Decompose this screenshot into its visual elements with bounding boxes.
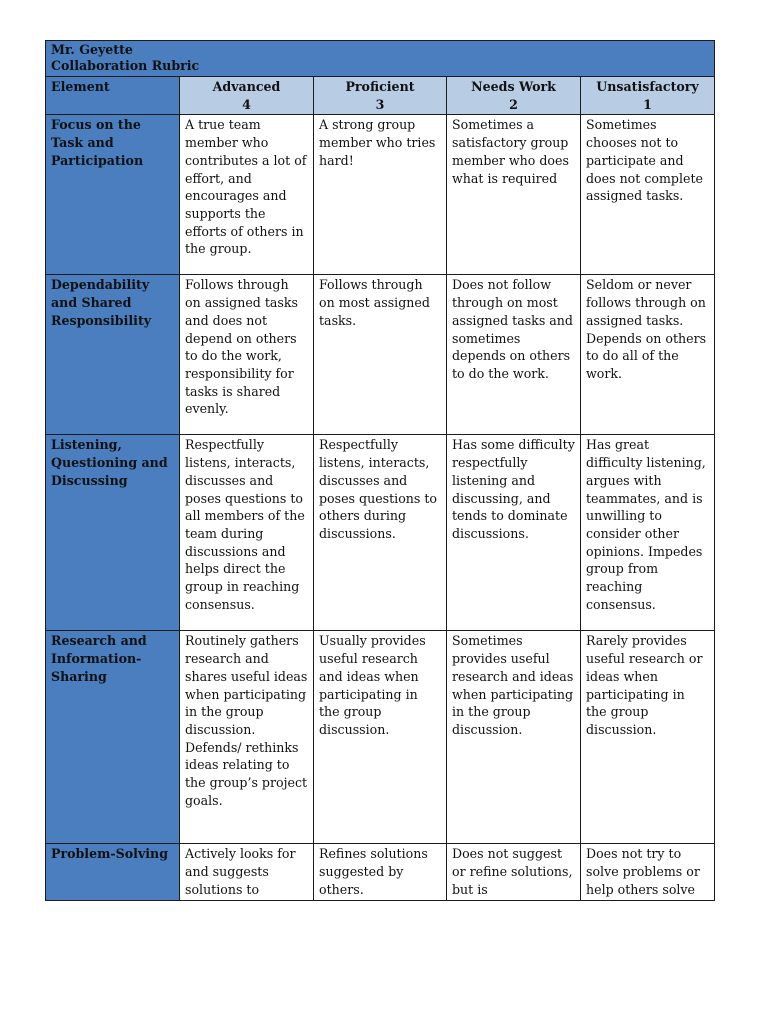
level-name: Advanced	[212, 79, 281, 94]
criteria-cell: Follows through on most assigned tasks.	[314, 275, 447, 435]
criteria-cell: Has some difficulty respectfully listening and discussing, and tends to dominate discussions.	[447, 435, 581, 631]
level-score: 1	[643, 96, 652, 112]
rubric-name: Collaboration Rubric	[51, 57, 200, 73]
element-label: Dependability and Shared Responsibility	[46, 275, 180, 435]
element-header: Element	[46, 77, 180, 115]
table-row	[46, 844, 715, 900]
table-row	[46, 435, 715, 631]
level-header-proficient	[314, 77, 447, 115]
element-label: Listening, Questioning and Discussing	[46, 435, 180, 631]
rubric-title	[46, 41, 715, 77]
level-header-unsatisfactory	[581, 77, 715, 115]
level-name: Proficient	[345, 79, 415, 94]
criteria-cell: Does not suggest or refine solutions, but is	[447, 844, 581, 900]
level-score: 2	[509, 96, 518, 112]
level-score: 4	[242, 96, 251, 112]
table-row	[46, 631, 715, 844]
criteria-cell: Sometimes provides useful research and ideas when participating in the group discussion.	[447, 631, 581, 844]
criteria-cell: Does not try to solve problems or help others solve	[581, 844, 715, 900]
criteria-cell: A strong group member who tries hard!	[314, 115, 447, 275]
criteria-cell: Seldom or never follows through on assigned tasks. Depends on others to do all of the work.	[581, 275, 715, 435]
rubric-table	[45, 40, 715, 901]
element-label: Research and Information-Sharing	[46, 631, 180, 844]
criteria-cell: Sometimes a satisfactory group member who does what is required	[447, 115, 581, 275]
level-score: 3	[375, 96, 385, 112]
element-label: Focus on the Task and Participation	[46, 115, 180, 275]
criteria-cell: Sometimes chooses not to participate and does not complete assigned tasks.	[581, 115, 715, 275]
criteria-cell: Follows through on assigned tasks and does not depend on others to do the work, responsibility for tasks is shared evenly.	[180, 275, 314, 435]
table-row	[46, 275, 715, 435]
criteria-cell: Routinely gathers research and shares useful ideas when participating in the group discussion. Defends/ rethinks ideas relating to the group’s project goals.	[180, 631, 314, 844]
criteria-cell: Does not follow through on most assigned tasks and sometimes depends on others to do the work.	[447, 275, 581, 435]
criteria-cell: Rarely provides useful research or ideas when participating in the group discussion.	[581, 631, 715, 844]
header-row	[46, 77, 715, 115]
level-header-needs-work	[447, 77, 581, 115]
element-label: Problem-Solving	[46, 844, 180, 900]
level-header-advanced	[180, 77, 314, 115]
criteria-cell: Respectfully listens, interacts, discusses and poses questions to all members of the team during discussions and helps direct the group in reaching consensus.	[180, 435, 314, 631]
criteria-cell: Usually provides useful research and ideas when participating in the group discussion.	[314, 631, 447, 844]
criteria-cell: A true team member who contributes a lot of effort, and encourages and supports the efforts of others in the group.	[180, 115, 314, 275]
criteria-cell: Has great difficulty listening, argues with teammates, and is unwilling to consider other opinions. Impedes group from reaching consensus.	[581, 435, 715, 631]
criteria-cell: Respectfully listens, interacts, discusses and poses questions to others during discussions.	[314, 435, 447, 631]
title-row	[46, 41, 715, 77]
criteria-cell: Refines solutions suggested by others.	[314, 844, 447, 900]
level-name: Unsatisfactory	[596, 79, 699, 94]
criteria-cell: Actively looks for and suggests solutions to	[180, 844, 314, 900]
level-name: Needs Work	[471, 79, 556, 94]
table-row	[46, 115, 715, 275]
teacher-name: Mr. Geyette	[51, 42, 133, 57]
